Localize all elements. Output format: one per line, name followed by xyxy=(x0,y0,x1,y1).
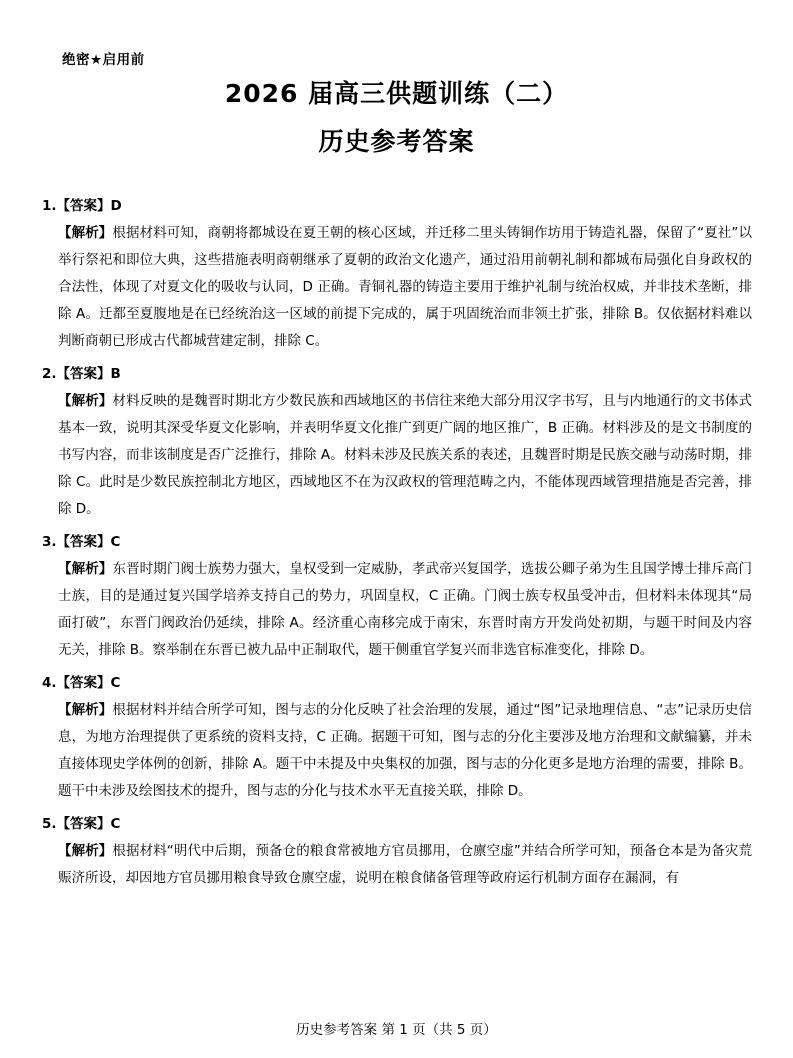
explanation-text: 根据材料并结合所学可知，图与志的分化反映了社会治理的发展，通过“图”记录地理信息、“志”记录历史信息，为地方治理提供了更系统的资料支持，C 正确。据题干可知，图与志的分化主要涉及地方治理和文献编纂，并未直接体现史学体例的创新，排除 A。题干中未提及中央集权的加强，图与志的分化更多是地方治理的需要，排除 B。题干中未涉及绘图技术的提升，图与志的分化与技术水平无直接关联，排除 D。 xyxy=(58,701,753,799)
explanation xyxy=(42,388,752,523)
explanation-text: 材料反映的是魏晋时期北方少数民族和西域地区的书信往来绝大部分用汉字书写，且与内地通行的文书体式基本一致，说明其深受华夏文化影响，并表明华夏文化推广到更广阔的地区推广，B 正确。材料涉及的是文书制度的书写内容，而非该制度是否广泛推行，排除 A。材料未涉及民族关系的表述，且魏晋时期是民族交融与动荡时期，排除 C。此时是少数民族控制北方地区，西域地区不在为汉政权的管理范畴之内，不能体现西域管理措施是否完善，排除 D。 xyxy=(58,392,753,517)
explanation xyxy=(42,556,752,664)
answer-value: C xyxy=(110,815,121,832)
question-number: 1.【答案】 xyxy=(42,198,111,214)
explanation-text: 根据材料“明代中后期，预备仓的粮食常被地方官员挪用，仓廪空虚”并结合所学可知，预备仓本是为备灾荒赈济所设，却因地方官员挪用粮食导致仓廪空虚，说明在粮食储备管理等政府运行机制方面存在漏洞，有 xyxy=(58,842,753,886)
page-title: 2026 届高三供题训练（二） xyxy=(224,79,569,108)
answer-value: D xyxy=(110,198,122,214)
answer-value: B xyxy=(110,365,121,382)
question-block xyxy=(42,364,752,523)
explanation xyxy=(42,697,752,805)
explanation-tag: 【解析】 xyxy=(58,560,113,577)
answer-line xyxy=(42,673,752,694)
explanation-text: 东晋时期门阀士族势力强大，皇权受到一定威胁，孝武帝兴复国学，选拔公卿子弟为生且国学博士排斥高门士族，目的是通过复兴国学培养支持自己的势力，巩固皇权，C 正确。门阀士族专权虽受冲击，但材料未体现其“局面打破”，东晋门阀政治仍延续，排除 A。经济重心南移完成于南宋，东晋时南方开发尚处初期，与题干时间及内容无关，排除 B。察举制在东晋已被九品中正制取代，题干侧重官学复兴而非选官标准变化，排除 D。 xyxy=(58,560,753,658)
answer-value: C xyxy=(110,533,121,550)
question-block xyxy=(42,814,752,892)
question-number: 2.【答案】 xyxy=(42,365,111,382)
question-block xyxy=(42,673,752,805)
explanation-text: 根据材料可知，商朝将都城设在夏王朝的核心区域，并迁移二里头铸铜作坊用于铸造礼器，保留了“夏社”以举行祭祀和即位大典，这些措施表明商朝继承了夏朝的政治文化遗产，通过沿用前朝礼制和都城布局强化自身政权的合法性，体现了对夏文化的吸收与认同，D 正确。青铜礼器的铸造主要用于维护礼制与统治权威，并非技术垄断，排除 A。迁都至夏腹地是在已经统治这一区域的前提下完成的，属于巩固统治而非领土扩张，排除 B。仅依据材料难以判断商朝已形成古代都城营建定制，排除 C。 xyxy=(58,224,753,349)
page-subtitle: 历史参考答案 xyxy=(318,127,475,156)
answer-line xyxy=(42,196,752,217)
explanation-tag: 【解析】 xyxy=(58,224,113,241)
question-number: 5.【答案】 xyxy=(42,815,111,832)
secret-label: 绝密★启用前 xyxy=(62,52,145,68)
explanation xyxy=(42,220,752,355)
answer-line xyxy=(42,814,752,835)
explanation-tag: 【解析】 xyxy=(58,842,113,859)
answer-line xyxy=(42,364,752,385)
explanation-tag: 【解析】 xyxy=(58,701,113,718)
question-number: 4.【答案】 xyxy=(42,674,111,691)
page-footer: 历史参考答案 第 1 页（共 5 页） xyxy=(296,1022,497,1038)
question-block xyxy=(42,532,752,664)
answer-value: C xyxy=(110,674,121,691)
explanation-tag: 【解析】 xyxy=(58,392,113,409)
explanation xyxy=(42,838,752,892)
answer-line xyxy=(42,532,752,553)
question-number: 3.【答案】 xyxy=(42,533,111,550)
answers-container xyxy=(42,196,752,901)
question-block xyxy=(42,196,752,355)
